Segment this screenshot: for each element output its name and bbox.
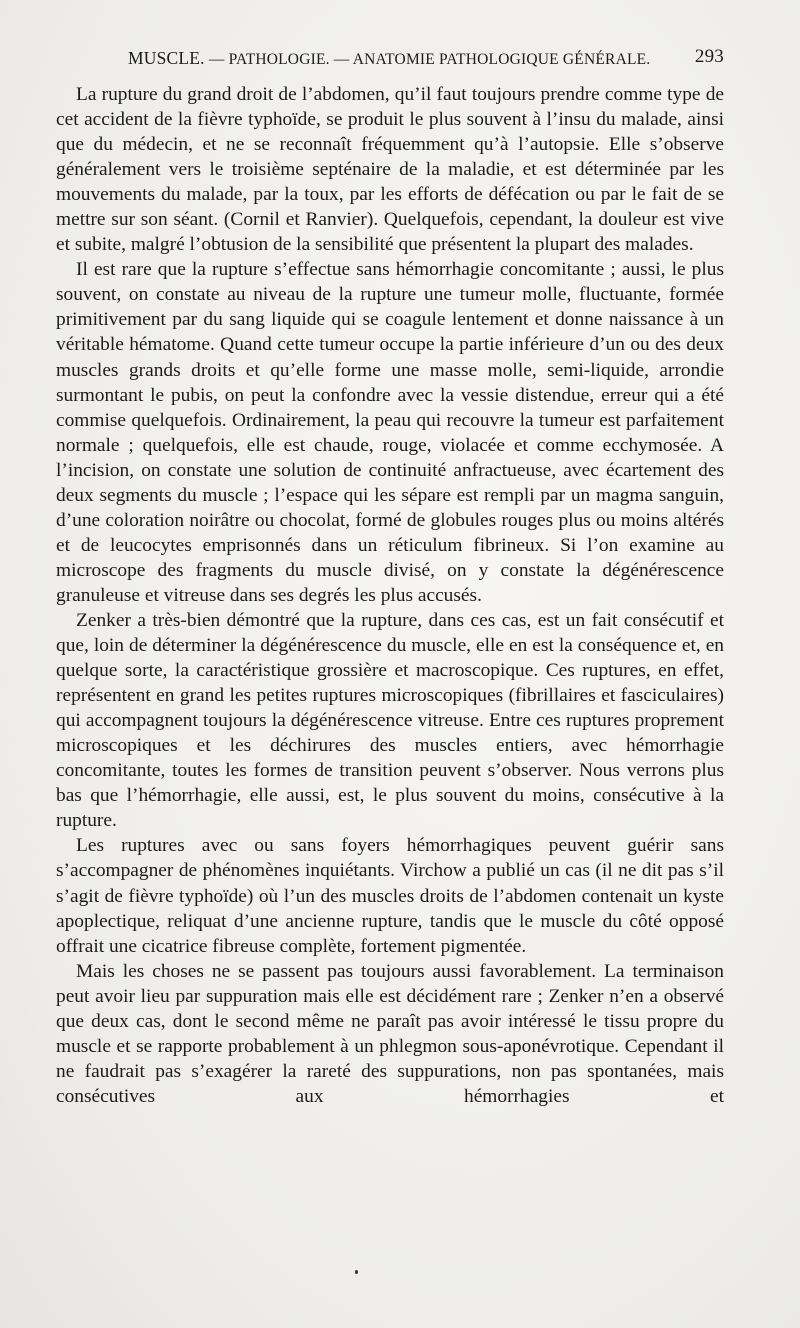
paragraph-1: La rupture du grand droit de l’abdomen, qu’il faut toujours prendre comme type de cet accident de la fièvre typhoïde, se produit le plus souvent à l’insu du malade, ainsi que du médecin, et ne se reconnaît fréquemment qu’à l’autopsie. Elle s’observe généralement vers le troisième septénaire de la maladie, et est déterminée par les mouvements du malade, par la toux, par les efforts de défécation ou par le fait de se mettre sur son séant. (Cornil et Ranvier). Quelquefois, cependant, la douleur est vive et subite, malgré l’obtusion de la sensibilité que présentent la plupart des malades. xyxy=(56,84,724,256)
page-number: 293 xyxy=(694,46,724,67)
ink-speck xyxy=(355,1270,358,1274)
running-title xyxy=(128,48,650,69)
running-title-rest: — PATHOLOGIE. — ANATOMIE PATHOLOGIQUE GÉNÉRALE. xyxy=(204,51,651,68)
paragraph-2: Il est rare que la rupture s’effectue sans hémorrhagie concomitante ; aussi, le plus souvent, on constate au niveau de la rupture une tumeur molle, fluctuante, formée primitivement par du sang liquide qui se coagule lentement et donne naissance à un véritable hématome. Quand cette tumeur occupe la partie inférieure d’un ou des deux muscles grands droits et qu’elle forme une masse molle, semi-liquide, arrondie surmontant le pubis, on peut la confondre avec la vessie distendue, erreur qui a été commise quelquefois. Ordinairement, la peau qui recouvre la tumeur est parfaitement normale ; quelquefois, elle est chaude, rouge, violacée et comme ecchymosée. A l’incision, on constate une solution de continuité anfractueuse, avec écartement des deux segments du muscle ; l’espace qui les sépare est rempli par un magma sanguin, d’une coloration noirâtre ou chocolat, formé de globules rouges plus ou moins altérés et de leucocytes emprisonnés dans un réticulum fibrineux. Si l’on examine au microscope des fragments du muscle divisé, on y constate la dégénérescence granuleuse et vitreuse dans ses degrés les plus accusés. xyxy=(56,259,724,606)
paragraph-3: Zenker a très-bien démontré que la rupture, dans ces cas, est un fait consécutif et que, loin de déterminer la dégénérescence du muscle, elle en est la conséquence et, en quelque sorte, la caractéristique grossière et macroscopique. Ces ruptures, en effet, représentent en grand les petites ruptures microscopiques (fibrillaires et fasciculaires) qui accompagnent toujours la dégénérescence vitreuse. Entre ces ruptures proprement microscopiques et les déchirures des muscles entiers, avec hémorrhagie concomitante, toutes les formes de transition peuvent s’observer. Nous verrons plus bas que l’hémorrhagie, elle aussi, est, le plus souvent du moins, consécutive à la rupture. xyxy=(56,609,724,832)
paragraph-5: Mais les choses ne se passent pas toujours aussi favorablement. La terminaison peut avoir lieu par suppuration mais elle est décidément rare ; Zenker n’en a observé que deux cas, dont le second même ne paraît pas avoir intéressé le tissu propre du muscle et se rapporte probablement à un phlegmon sous-aponévrotique. Cependant il ne faudrait pas s’exagérer la rareté des suppurations, non pas spontanées, mais consécutives aux hémorrhagies et xyxy=(56,960,724,1107)
body-text xyxy=(56,82,724,1109)
section-name: MUSCLE. xyxy=(128,48,205,68)
running-head xyxy=(56,48,724,74)
paragraph-4: Les ruptures avec ou sans foyers hémorrhagiques peuvent guérir sans s’accompagner de phénomènes inquiétants. Virchow a publié un cas (il ne dit pas s’il s’agit de fièvre typhoïde) où l’un des muscles droits de l’abdomen contenait un kyste apoplectique, reliquat d’une ancienne rupture, tandis que le muscle du côté opposé offrait une cicatrice fibreuse complète, fortement pigmentée. xyxy=(56,835,724,957)
